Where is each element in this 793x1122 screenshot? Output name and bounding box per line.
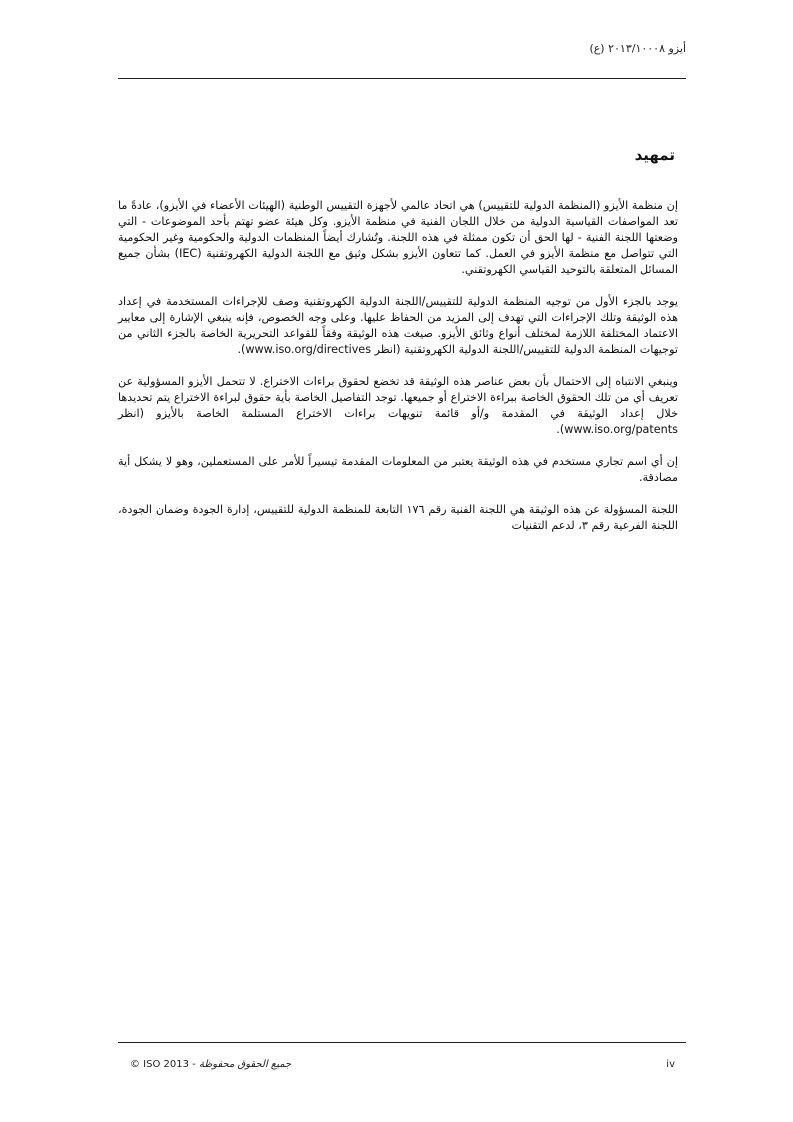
document-reference: أيزو ٢٠١٣/١٠٠٠٨ (ع): [589, 42, 686, 55]
footer-divider: [118, 1042, 686, 1043]
paragraph-iso-overview: إن منظمة الأيزو (المنظمة الدولية للتقييس) هي اتحاد عالمي لأجهزة التقييس الوطنية (الهيئات الأعضاء في الأيزو)، عادةً ما تعد المواصفات القياسية الدولية من خلال اللجان الفنية في منظمة الأيزو. وكل هيئة عضو تهتم بأحد الموضوعات - التي وضعتها اللجنة الفنية - لها الحق أن تكون ممثلة في هذه اللجنة. وتُشارك أيضاً المنظمات الدولية والحكومية وغير الحكومية التي تتواصل مع منظمة الأيزو في العمل. كما تتعاون الأيزو بشكل وثيق مع اللجنة الدولية الكهروتقنية (IEC) بشأن جميع المسائل المتعلقة بالتوحيد القياسي الكهروتقني.: [118, 199, 678, 276]
paragraph-trade-names: إن أي اسم تجاري مستخدم في هذه الوثيقة يعتبر من المعلومات المقدمة تيسيراً للأمر على المستعملين، وهو لا يشكل أية مصادقة.: [118, 455, 678, 484]
footer-copyright: [130, 1059, 291, 1070]
paragraph-patents: وينبغي الانتباه إلى الاحتمال بأن بعض عناصر هذه الوثيقة قد تخضع لحقوق براءات الاختراع. لا تتحمل الأيزو المسؤولية عن تعريف أي من تلك الحقوق الخاصة ببراءة الاختراع أو جميعها. توجد التفاصيل الخاصة بأية حقوق لبراءة الاختراع يتم تحديدها خلال إعداد الوثيقة في المقدمة و/أو قائمة تنويهات براءات الاختراع المستلمة الخاصة بالأيزو (انظر www.iso.org/patents).: [118, 375, 678, 436]
section-title: تمهيد: [634, 146, 675, 164]
header-divider: [118, 78, 686, 79]
foreword-body: [118, 198, 678, 550]
copyright-text: © ISO 2013: [130, 1059, 189, 1070]
running-header: [118, 42, 686, 62]
footer-separator: -: [188, 1059, 199, 1070]
rights-reserved-text: جميع الحقوق محفوظة: [198, 1059, 292, 1070]
paragraph-directives: يوجد بالجزء الأول من توجيه المنظمة الدولية للتقييس/اللجنة الدولية الكهروتقنية وصف للإجراءات المستخدمة في إعداد هذه الوثيقة وتلك الإجراءات التي تهدف إلى المزيد من الحفاظ عليها. وعلى وجه الخصوص، فإنه ينبغي الإشارة إلى معايير الاعتماد المختلفة اللازمة لمختلف أنواع وثائق الأيزو. صيغت هذه الوثيقة وفقاً للقواعد التحريرية الخاصة بالجزء الثاني من توجيهات المنظمة الدولية للتقييس/اللجنة الدولية الكهروتقنية (انظر www.iso.org/directives).: [118, 295, 678, 356]
paragraph-committee: اللجنة المسؤولة عن هذه الوثيقة هي اللجنة الفنية رقم ١٧٦ التابعة للمنظمة الدولية للتقييس، إدارة الجودة وضمان الجودة، اللجنة الفرعية رقم ٣، لدعم التقنيات: [118, 503, 679, 532]
page-number: iv: [666, 1059, 675, 1070]
